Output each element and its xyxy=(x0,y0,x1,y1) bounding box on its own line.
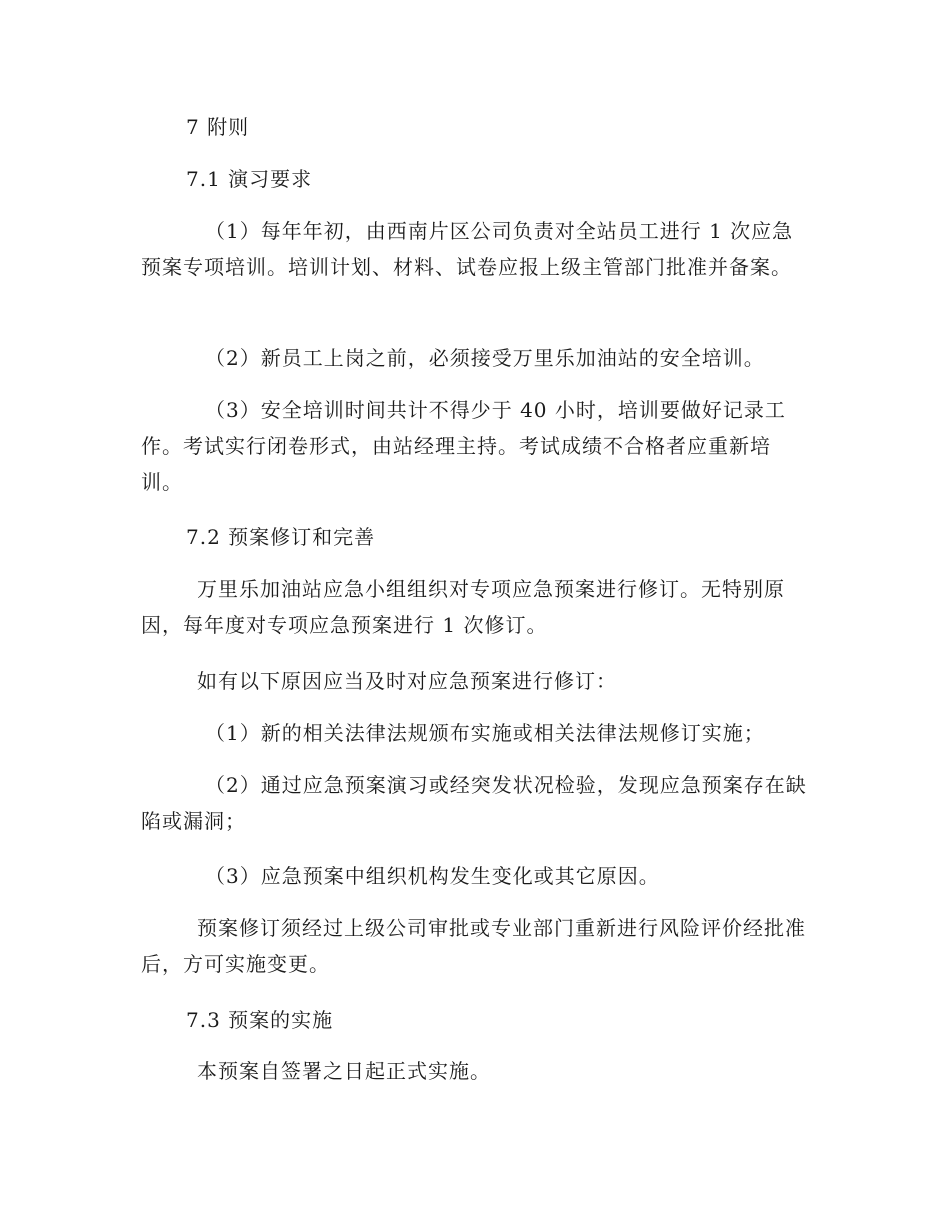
section-7-3-title: 7.3 预案的实施 xyxy=(186,1008,334,1032)
section-7-3-paragraph-1: 本预案自签署之日起正式实施。 xyxy=(197,1059,491,1083)
section-7-1-item-3: （3）安全培训时间共计不得少于 40 小时，培训要做好记录工作。考试实行闭卷形式，由站经理主持。考试成绩不合格者应重新培训。 xyxy=(141,398,786,494)
section-7-2-item-3: （3）应急预案中组织机构发生变化或其它原因。 xyxy=(205,864,660,888)
section-7-2-item-2: （2）通过应急预案演习或经突发状况检验，发现应急预案存在缺陷或漏洞； xyxy=(141,773,807,833)
section-7-1-title: 7.1 演习要求 xyxy=(186,167,313,191)
section-7-1-item-1: （1）每年年初，由西南片区公司负责对全站员工进行 1 次应急预案专项培训。培训计划、材料、试卷应报上级主管部门批准并备案。 xyxy=(141,219,794,279)
section-7-2-title: 7.2 预案修订和完善 xyxy=(186,525,376,549)
section-7-1-item-2: （2）新员工上岗之前，必须接受万里乐加油站的安全培训。 xyxy=(205,346,765,370)
section-7-title: 7 附则 xyxy=(186,115,250,139)
section-7-2-paragraph-2: 如有以下原因应当及时对应急预案进行修订： xyxy=(197,669,617,693)
section-7-2-paragraph-1: 万里乐加油站应急小组组织对专项应急预案进行修订。无特别原因，每年度对专项应急预案进行 1 次修订。 xyxy=(141,577,785,637)
section-7-2-item-1: （1）新的相关法律法规颁布实施或相关法律法规修订实施； xyxy=(205,721,765,745)
section-7-2-paragraph-3: 预案修订须经过上级公司审批或专业部门重新进行风险评价经批准后，方可实施变更。 xyxy=(141,916,806,976)
